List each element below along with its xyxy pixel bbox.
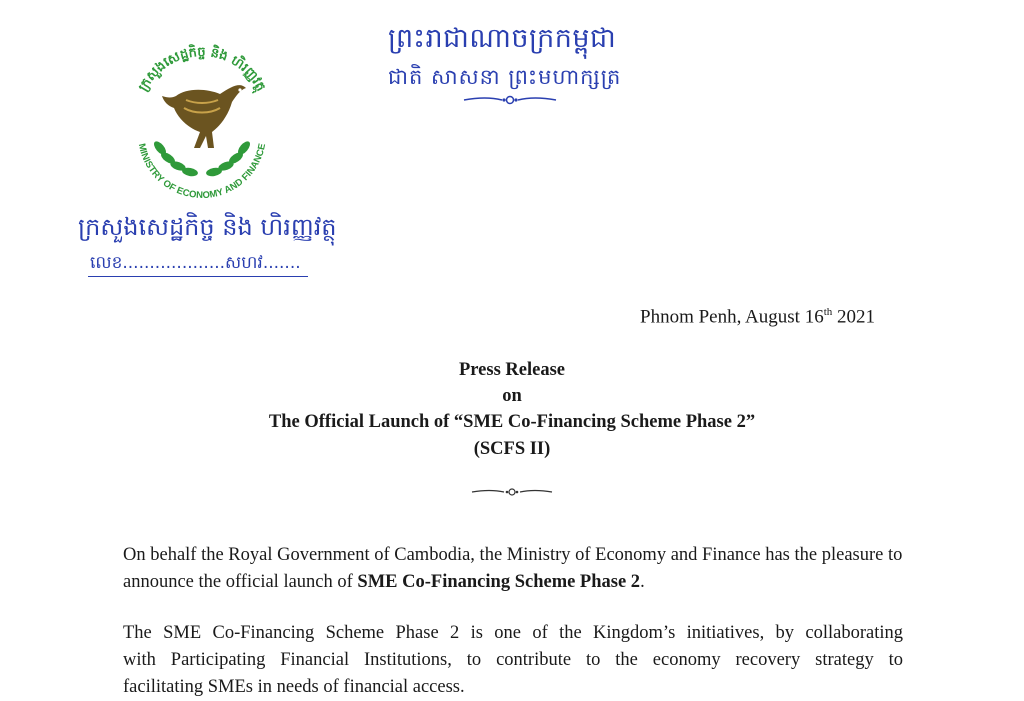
p2-line-1: The SME Co-Financing Scheme Phase 2 is one of the Kingdom’s initiatives, by collaborating [123, 623, 903, 643]
heading-title: The Official Launch of “SME Co-Financing Scheme Phase 2” [268, 412, 756, 432]
body-paragraph-1 [123, 542, 903, 596]
seal-text-en: MINISTRY OF ECONOMY AND FINANCE [135, 142, 269, 202]
ornament-divider-icon [470, 485, 554, 499]
ministry-seal-logo [116, 44, 288, 206]
reference-number-line: លេខ...................សហវ....... [90, 253, 301, 273]
heading-on: on [502, 386, 522, 406]
p1-bold-scheme-name: SME Co-Financing Scheme Phase 2 [357, 572, 641, 592]
date-prefix: Phnom Penh, August 16 [640, 306, 824, 328]
reference-underline [88, 276, 308, 277]
svg-text:MINISTRY OF ECONOMY AND FINANC [136, 142, 268, 201]
national-motto: ជាតិ សាសនា ព្រះមហាក្សត្រ [388, 65, 622, 89]
heading-press-release: Press Release [459, 360, 565, 380]
p2-line-2: with Participating Financial Institutions, to contribute to the economy recovery strategy to [123, 650, 903, 670]
seal-text-kh: ក្រសួងសេដ្ឋកិច្ច និង ហិរញ្ញវត្ថុ [135, 44, 269, 94]
body-paragraph-2 [123, 620, 903, 701]
document-date [640, 306, 875, 328]
heading-abbreviation: (SCFS II) [473, 439, 551, 459]
date-ordinal-suffix: th [823, 306, 833, 318]
ministry-name-kh: ក្រសួងសេដ្ឋកិច្ច និង ហិរញ្ញវត្ថុ [78, 213, 337, 241]
p2-line-3: facilitating SMEs in needs of financial access. [123, 677, 465, 697]
kingdom-title: ព្រះរាជាណាចក្រកម្ពុជា [388, 23, 617, 54]
p1-text: On behalf the Royal Government of Cambodia, the Ministry of Economy and Finance has the pleasure to announce the official launch of [123, 545, 903, 592]
ornament-divider-icon [462, 92, 558, 108]
date-year: 2021 [832, 306, 876, 328]
p1-end: . [640, 572, 645, 592]
svg-text:ក្រសួងសេដ្ឋកិច្ច និង ហិរញ្ញវត្ [136, 44, 268, 95]
